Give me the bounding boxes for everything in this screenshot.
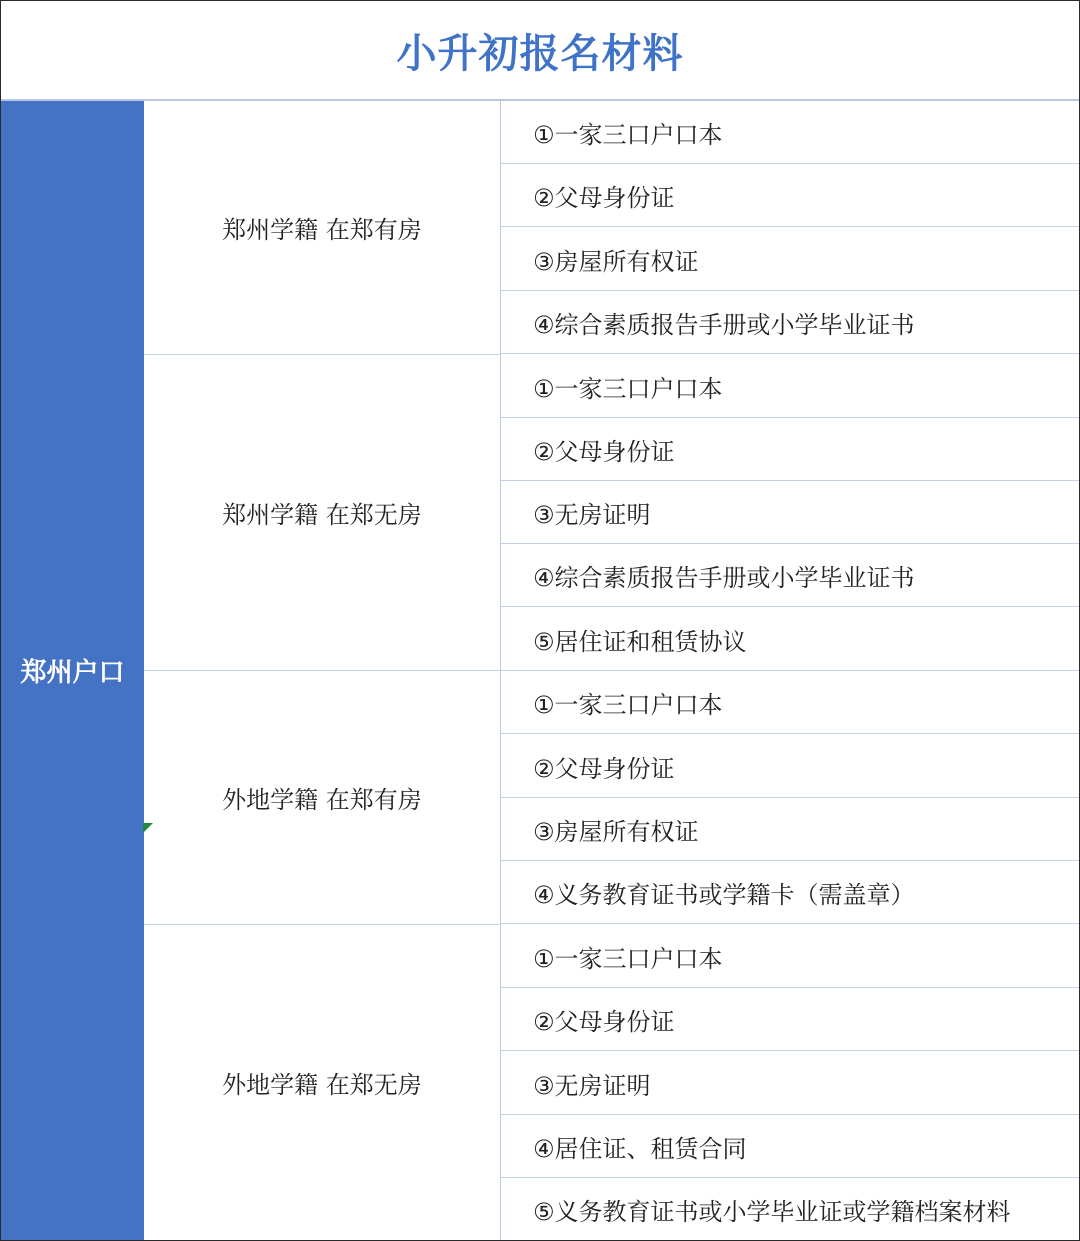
list-item: ③无房证明 [501, 481, 1079, 544]
materials-table [1, 101, 1079, 1240]
group-cell [144, 355, 500, 671]
list-item: ①一家三口户口本 [501, 925, 1079, 988]
item-column [501, 101, 1079, 1240]
list-item: ④综合素质报告手册或小学毕业证书 [501, 544, 1079, 607]
page-title: 小升初报名材料 [396, 30, 684, 77]
title-bar [1, 1, 1079, 101]
list-item: ⑤居住证和租赁协议 [501, 608, 1079, 671]
list-item: ③房屋所有权证 [501, 228, 1079, 291]
list-item: ①一家三口户口本 [501, 101, 1079, 164]
group-label: 郑州学籍 在郑有房 [222, 216, 422, 244]
group-label: 外地学籍 在郑有房 [222, 786, 422, 814]
list-item: ④义务教育证书或学籍卡（需盖章） [501, 861, 1079, 924]
list-item: ③房屋所有权证 [501, 798, 1079, 861]
list-item: ④居住证、租赁合同 [501, 1115, 1079, 1178]
list-item: ⑤义务教育证书或小学毕业证或学籍档案材料 [533, 1198, 1011, 1226]
list-item: ②父母身份证 [501, 164, 1079, 227]
group-column [144, 101, 501, 1240]
list-item: ①一家三口户口本 [501, 671, 1079, 734]
group-label: 郑州学籍 在郑无房 [222, 501, 422, 529]
list-item: ①一家三口户口本 [501, 355, 1079, 418]
group-cell [144, 671, 500, 925]
cell-comment-marker [143, 823, 153, 833]
list-item: ②父母身份证 [501, 988, 1079, 1051]
list-item: ③无房证明 [501, 1052, 1079, 1115]
list-item: ②父母身份证 [501, 418, 1079, 481]
group-label: 外地学籍 在郑无房 [222, 1071, 422, 1099]
group-cell [144, 101, 500, 355]
list-item: ④综合素质报告手册或小学毕业证书 [501, 291, 1079, 354]
category-cell [1, 101, 144, 1240]
list-item: ②父母身份证 [501, 735, 1079, 798]
group-cell [144, 925, 500, 1240]
category-label: 郑州户口 [20, 658, 125, 688]
